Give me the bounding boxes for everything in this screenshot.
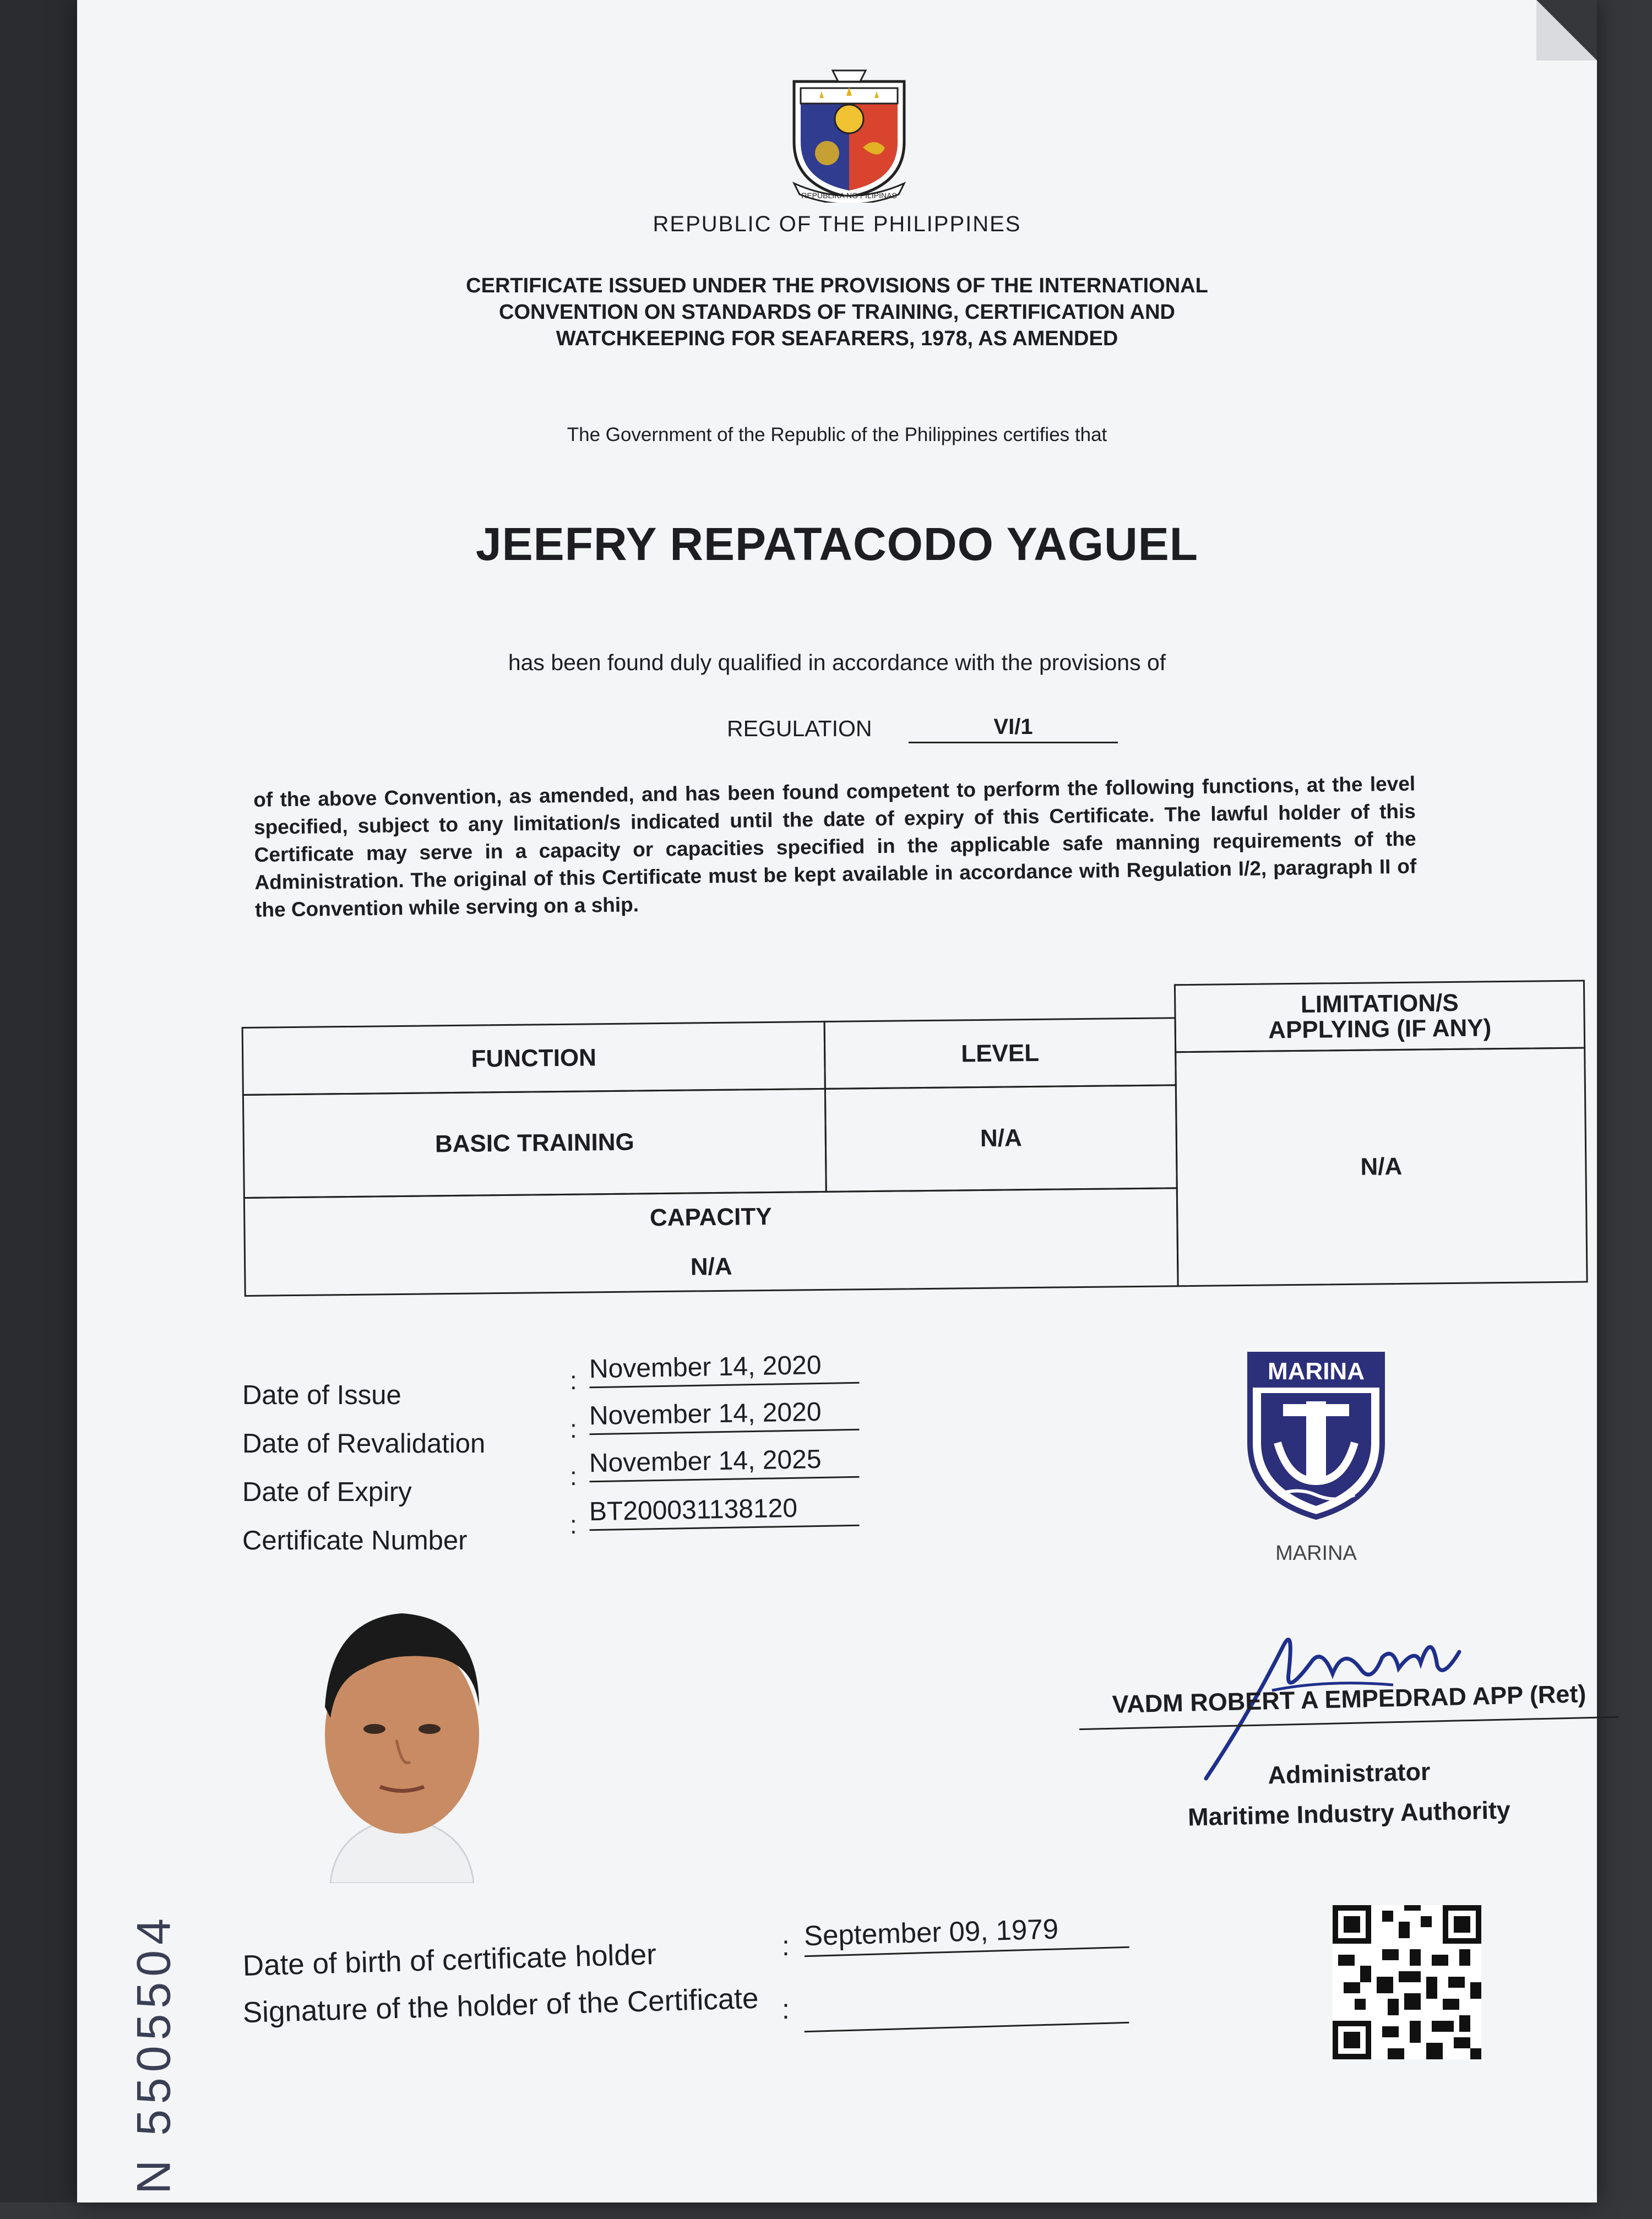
philippine-seal-icon: [772, 59, 926, 203]
holder-photo: [297, 1597, 507, 1883]
convention-line-2: CONVENTION ON STANDARDS OF TRAINING, CERTIFICATION AND: [499, 301, 1175, 324]
capacity-value: N/A: [690, 1253, 732, 1280]
signature-colon: :: [782, 1994, 790, 2025]
certificate-number-value: BT200031138120: [589, 1492, 859, 1531]
functions-table: [241, 980, 1588, 1297]
function-value: BASIC TRAINING: [242, 1088, 827, 1199]
date-of-issue-value: November 14, 2020: [589, 1350, 859, 1389]
dob-colon: :: [782, 1930, 790, 1961]
date-of-issue-label: Date of Issue: [242, 1380, 401, 1410]
function-header: FUNCTION: [242, 1021, 826, 1096]
marina-logo-text: MARINA: [1268, 1358, 1365, 1385]
dob-label: Date of birth of certificate holder: [242, 1938, 657, 1982]
convention-line-3: WATCHKEEPING FOR SEAFARERS, 1978, AS AMENDED: [556, 327, 1118, 350]
official-title: Administrator: [1267, 1757, 1431, 1790]
level-header: LEVEL: [824, 1017, 1177, 1090]
serial-number: N 5505504: [127, 1913, 181, 2194]
expiry-colon: :: [570, 1462, 577, 1491]
convention-line-1: CERTIFICATE ISSUED UNDER THE PROVISIONS OF THE INTERNATIONAL: [466, 274, 1208, 297]
cert-number-colon: :: [570, 1510, 577, 1539]
date-of-revalidation-label: Date of Revalidation: [242, 1429, 486, 1459]
level-value: N/A: [824, 1084, 1178, 1193]
holder-name: JEEFRY REPATACODO YAGUEL: [475, 518, 1199, 570]
certifies-statement: The Government of the Republic of the Philippines certifies that: [567, 424, 1107, 445]
certificate-body-text: of the above Convention, as amended, and has been found competent to perform the following functions, at the level specified, subject to any limitation/s indicated until the date of expiry of this Certificate. The lawful holder of this Certificate may serve in a capacity or capacities specified in the applicable safe manning requirements of the Administration. The original of this Certificate must be kept available in accordance with Regulation I/2, paragraph II of the Convention while serving on a ship.: [253, 772, 1417, 921]
holder-signature-line: [804, 2000, 1129, 2032]
dob-value: September 09, 1979: [803, 1911, 1129, 1957]
limitations-value: N/A: [1175, 1047, 1588, 1287]
convention-heading: [385, 273, 1289, 352]
regulation-label: REGULATION: [727, 716, 872, 741]
holder-signature-label: Signature of the holder of the Certificate: [242, 1982, 759, 2029]
limitations-header-line-2: APPLYING (IF ANY): [1268, 1014, 1492, 1043]
date-of-revalidation-value: November 14, 2020: [589, 1396, 859, 1435]
issue-colon: :: [570, 1366, 577, 1395]
qualified-statement: has been found duly qualified in accordance with the provisions of: [508, 650, 1166, 675]
marina-caption: MARINA: [1275, 1542, 1357, 1565]
official-organization: Maritime Industry Authority: [1187, 1796, 1511, 1831]
certificate-document: [77, 0, 1597, 2202]
qr-code: [1333, 1905, 1481, 2059]
date-of-expiry-label: Date of Expiry: [242, 1477, 412, 1507]
official-name: VADM ROBERT A EMPEDRAD APP (Ret): [1112, 1679, 1586, 1718]
folded-corner: [1536, 0, 1597, 61]
date-labels: [242, 1371, 485, 1565]
certificate-number-label: Certificate Number: [242, 1526, 468, 1556]
capacity-header: CAPACITY: [649, 1203, 772, 1231]
capacity-cell: [243, 1187, 1179, 1297]
revalidation-colon: :: [570, 1415, 577, 1443]
limitations-header: [1174, 980, 1585, 1053]
marina-logo-icon: [1245, 1349, 1388, 1520]
regulation-value: VI/1: [909, 715, 1118, 743]
republic-heading: REPUBLIC OF THE PHILIPPINES: [653, 212, 1021, 236]
seal-text: REPUBLIKA NG PILIPINAS: [801, 191, 897, 200]
limitations-header-line-1: LIMITATION/S: [1300, 989, 1459, 1018]
date-of-expiry-value: November 14, 2025: [589, 1444, 859, 1483]
